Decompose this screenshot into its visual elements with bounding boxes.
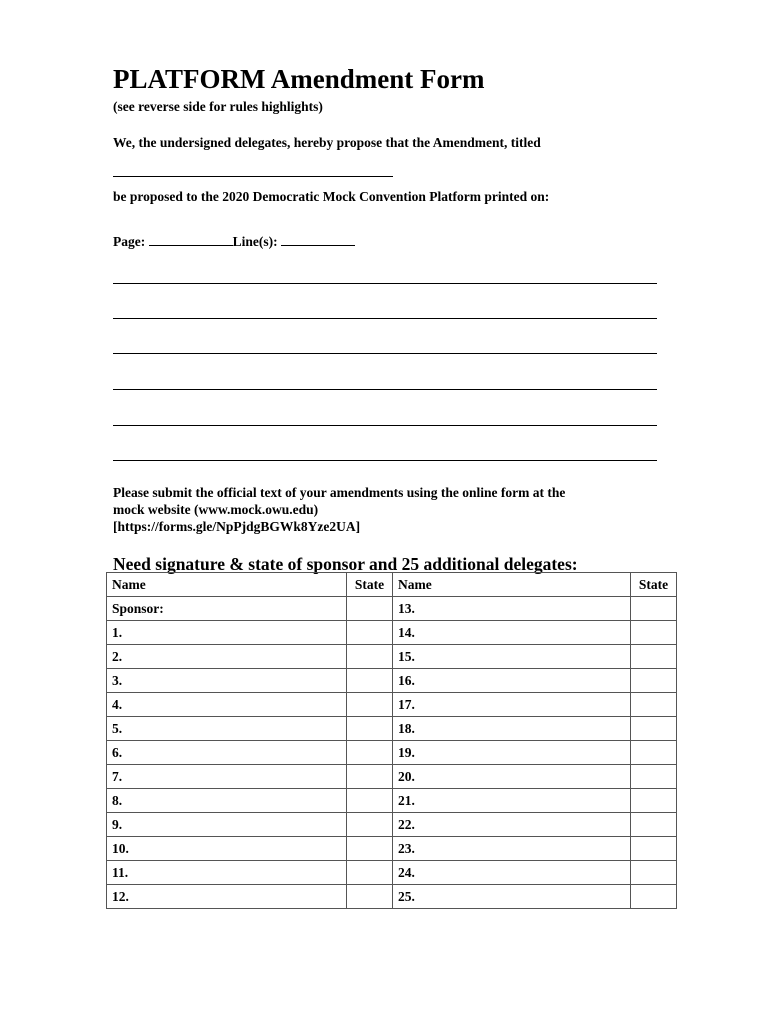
state-cell[interactable] xyxy=(631,741,677,765)
state-cell[interactable] xyxy=(347,669,393,693)
page-title: PLATFORM Amendment Form xyxy=(113,64,485,94)
submit-line-1: Please submit the official text of your amendments using the online form at the xyxy=(113,485,566,500)
name-cell[interactable]: 3. xyxy=(107,669,347,693)
state-header: State xyxy=(347,573,393,597)
table-row xyxy=(107,669,677,693)
name-cell[interactable]: 23. xyxy=(393,837,631,861)
state-cell[interactable] xyxy=(347,765,393,789)
name-cell[interactable]: 14. xyxy=(393,621,631,645)
name-cell[interactable]: 1. xyxy=(107,621,347,645)
name-cell[interactable]: 13. xyxy=(393,597,631,621)
name-cell[interactable]: 11. xyxy=(107,861,347,885)
state-cell[interactable] xyxy=(347,885,393,909)
state-cell[interactable] xyxy=(347,837,393,861)
table-header-row xyxy=(107,573,677,597)
name-cell[interactable]: Sponsor: xyxy=(107,597,347,621)
state-cell[interactable] xyxy=(631,789,677,813)
state-cell[interactable] xyxy=(631,717,677,741)
amendment-text-line[interactable] xyxy=(113,425,657,426)
state-cell[interactable] xyxy=(631,693,677,717)
signature-rows xyxy=(107,597,677,909)
state-cell[interactable] xyxy=(631,885,677,909)
name-cell[interactable]: 9. xyxy=(107,813,347,837)
state-cell[interactable] xyxy=(631,669,677,693)
state-cell[interactable] xyxy=(631,813,677,837)
table-row xyxy=(107,765,677,789)
name-cell[interactable]: 19. xyxy=(393,741,631,765)
name-cell[interactable]: 15. xyxy=(393,645,631,669)
state-cell[interactable] xyxy=(347,789,393,813)
name-cell[interactable]: 20. xyxy=(393,765,631,789)
name-cell[interactable]: 12. xyxy=(107,885,347,909)
table-row xyxy=(107,645,677,669)
state-cell[interactable] xyxy=(347,645,393,669)
table-row xyxy=(107,885,677,909)
amendment-text-line[interactable] xyxy=(113,389,657,390)
undersigned-statement: We, the undersigned delegates, hereby propose that the Amendment, titled xyxy=(113,135,541,150)
amendment-title-blank[interactable] xyxy=(113,176,393,177)
amendment-text-line[interactable] xyxy=(113,283,657,284)
name-cell[interactable]: 5. xyxy=(107,717,347,741)
name-cell[interactable]: 25. xyxy=(393,885,631,909)
signature-heading: Need signature & state of sponsor and 25 additional delegates: xyxy=(113,554,578,574)
name-cell[interactable]: 24. xyxy=(393,861,631,885)
name-cell[interactable]: 10. xyxy=(107,837,347,861)
state-cell[interactable] xyxy=(631,597,677,621)
state-cell[interactable] xyxy=(347,813,393,837)
table-row xyxy=(107,621,677,645)
amendment-text-line[interactable] xyxy=(113,460,657,461)
table-row xyxy=(107,837,677,861)
name-cell[interactable]: 4. xyxy=(107,693,347,717)
state-cell[interactable] xyxy=(631,765,677,789)
name-cell[interactable]: 8. xyxy=(107,789,347,813)
name-cell[interactable]: 18. xyxy=(393,717,631,741)
signature-table xyxy=(106,572,677,909)
table-row xyxy=(107,789,677,813)
state-cell[interactable] xyxy=(347,693,393,717)
subtitle: (see reverse side for rules highlights) xyxy=(113,99,323,114)
name-header: Name xyxy=(107,573,347,597)
state-cell[interactable] xyxy=(631,621,677,645)
page-lines-row xyxy=(113,233,355,250)
table-row xyxy=(107,693,677,717)
table-row xyxy=(107,741,677,765)
submit-line-2: mock website (www.mock.owu.edu) xyxy=(113,502,319,517)
submit-instructions xyxy=(113,484,653,535)
name-cell[interactable]: 22. xyxy=(393,813,631,837)
table-row xyxy=(107,861,677,885)
state-cell[interactable] xyxy=(631,861,677,885)
name-cell[interactable]: 17. xyxy=(393,693,631,717)
state-cell[interactable] xyxy=(631,837,677,861)
name-cell[interactable]: 7. xyxy=(107,765,347,789)
state-cell[interactable] xyxy=(347,741,393,765)
amendment-text-line[interactable] xyxy=(113,353,657,354)
page-label: Page: xyxy=(113,234,146,249)
lines-blank[interactable] xyxy=(281,233,355,246)
proposal-statement: be proposed to the 2020 Democratic Mock Convention Platform printed on: xyxy=(113,189,550,204)
lines-label: Line(s): xyxy=(232,234,278,249)
amendment-text-line[interactable] xyxy=(113,318,657,319)
state-cell[interactable] xyxy=(347,597,393,621)
state-cell[interactable] xyxy=(347,621,393,645)
state-header: State xyxy=(631,573,677,597)
page-blank[interactable] xyxy=(149,233,233,246)
name-cell[interactable]: 21. xyxy=(393,789,631,813)
state-cell[interactable] xyxy=(631,645,677,669)
name-cell[interactable]: 16. xyxy=(393,669,631,693)
table-row xyxy=(107,717,677,741)
table-row xyxy=(107,813,677,837)
name-cell[interactable]: 2. xyxy=(107,645,347,669)
name-cell[interactable]: 6. xyxy=(107,741,347,765)
state-cell[interactable] xyxy=(347,861,393,885)
submit-line-3: [https://forms.gle/NpPjdgBGWk8Yze2UA] xyxy=(113,519,361,534)
table-row xyxy=(107,597,677,621)
name-header: Name xyxy=(393,573,631,597)
state-cell[interactable] xyxy=(347,717,393,741)
